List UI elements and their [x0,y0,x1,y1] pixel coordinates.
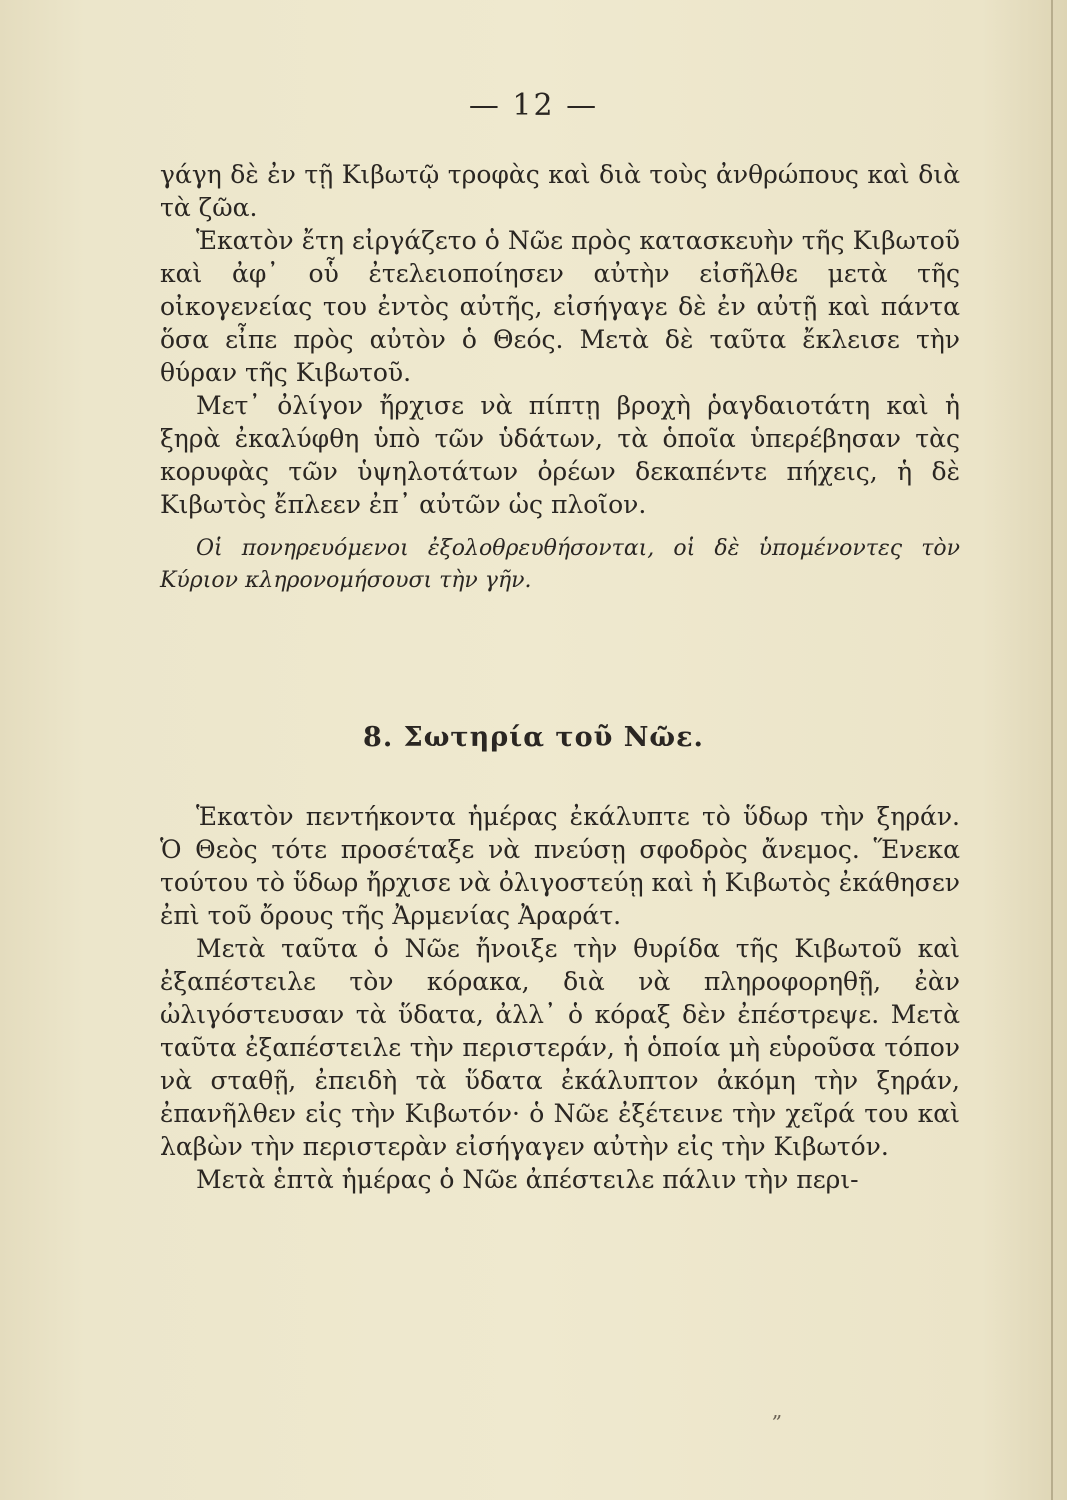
paragraph: γάγη δὲ ἐν τῇ Κιβωτῷ τροφὰς καὶ διὰ τοὺς ἀνθρώπους καὶ διὰ τὰ ζῶα. [160,160,960,222]
section-heading: 8. Σωτηρία τοῦ Νῶε. [363,722,704,753]
stray-mark: „ [772,1398,783,1422]
page-number: — 12 — [468,88,599,123]
scripture-verse: Οἱ πονηρευόμενοι ἐξολοθρευθήσονται, οἱ δὲ ὑπομένοντες τὸν Κύριον κληρονομήσουσι τὴν γῆν. [160,536,960,593]
paragraph: Ἑκατὸν ἔτη εἰργάζετο ὁ Νῶε πρὸς κατασκευὴν τῆς Κιβωτοῦ καὶ ἀφ᾽ οὗ ἐτελειοποίησεν αὐτὴν εἰσῆλθε μετὰ τῆς οἰκογενείας του ἐντὸς αὐτῆς, εἰσήγαγε δὲ ἐν αὐτῇ καὶ πάντα ὅσα εἶπε πρὸς αὐτὸν ὁ Θεός. Μετὰ δὲ ταῦτα ἔκλεισε τὴν θύραν τῆς Κιβωτοῦ. [160,226,960,387]
paragraph: Μετ᾽ ὀλίγον ἤρχισε νὰ πίπτῃ βροχὴ ῥαγδαιοτάτη καὶ ἡ ξηρὰ ἐκαλύφθη ὑπὸ τῶν ὑδάτων, τὰ ὁποῖα ὑπερέβησαν τὰς κορυφὰς τῶν ὑψηλοτάτων ὀρέων δεκαπέντε πήχεις, ἡ δὲ Κιβωτὸς ἔπλεεν ἐπ᾽ αὐτῶν ὡς πλοῖον. [160,391,960,519]
paragraph: Μετὰ ταῦτα ὁ Νῶε ἤνοιξε τὴν θυρίδα τῆς Κιβωτοῦ καὶ ἐξαπέστειλε τὸν κόρακα, διὰ νὰ πληροφορηθῇ, ἐὰν ὠλιγόστευσαν τὰ ὕδατα, ἀλλ᾽ ὁ κόραξ δὲν ἐπέστρεψε. Μετὰ ταῦτα ἐξαπέστειλε τὴν περιστεράν, ἡ ὁποία μὴ εὑροῦσα τόπον νὰ σταθῇ, ἐπειδὴ τὰ ὕδατα ἐκάλυπτον ἀκόμη τὴν ξηράν, ἐπανῆλθεν εἰς τὴν Κιβωτόν· ὁ Νῶε ἐξέτεινε τὴν χεῖρά του καὶ λαβὼν τὴν περιστερὰν εἰσήγαγεν αὐτὴν εἰς τὴν Κιβωτόν. [160,934,960,1161]
section-two-body [160,800,960,1196]
paragraph: Ἑκατὸν πεντήκοντα ἡμέρας ἐκάλυπτε τὸ ὕδωρ τὴν ξηράν. Ὁ Θεὸς τότε προσέταξε νὰ πνεύσῃ σφοδρὸς ἄνεμος. Ἕνεκα τούτου τὸ ὕδωρ ἤρχισε νὰ ὀλιγοστεύῃ καὶ ἡ Κιβωτὸς ἐκάθησεν ἐπὶ τοῦ ὄρους τῆς Ἀρμενίας Ἀραράτ. [160,802,960,930]
section-one-body [160,158,960,597]
paragraph: Μετὰ ἑπτὰ ἡμέρας ὁ Νῶε ἀπέστειλε πάλιν τὴν περι- [196,1165,859,1194]
